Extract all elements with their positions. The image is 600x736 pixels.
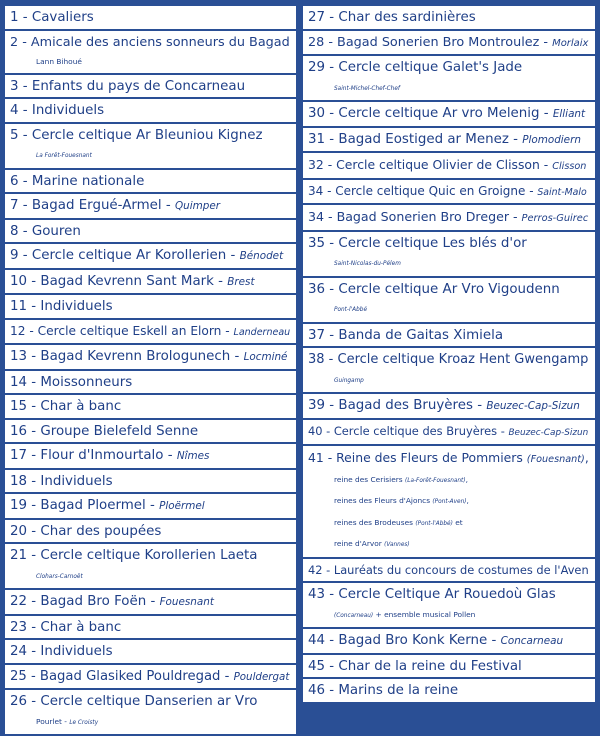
list-item	[5, 124, 296, 168]
entry-text: 12 - Cercle celtique Eskell an Elorn -	[10, 323, 234, 338]
entry-title	[308, 8, 589, 28]
list-item	[303, 559, 595, 582]
entry-location: Guingamp	[334, 377, 364, 384]
entry-continuation	[308, 370, 589, 392]
list-item	[303, 180, 595, 204]
entry-location: (Concarneau)	[334, 612, 374, 619]
entry-continuation	[308, 605, 589, 627]
list-item	[5, 665, 296, 689]
entry-location: Pont-l'Abbé	[334, 307, 367, 313]
entry-text: et	[452, 517, 463, 527]
entry-text: reine d'Arvor	[334, 539, 385, 548]
entry-title	[308, 396, 589, 417]
entry-title	[308, 58, 589, 78]
list-item	[5, 295, 296, 318]
entry-location: La Forêt-Fouesnant	[36, 153, 92, 159]
entry-text: 28 - Bagad Sonerien Bro Montroulez -	[308, 34, 553, 50]
entry-location: Locminé	[243, 351, 288, 363]
list-item	[5, 170, 296, 193]
entry-title	[308, 104, 589, 125]
entry-text: 20 - Char des poupées	[10, 523, 162, 539]
entry-text: reine des Cerisiers	[334, 474, 405, 484]
entry-location: (Fouesnant)	[526, 454, 585, 465]
list-item	[5, 6, 296, 29]
list-item	[303, 56, 595, 100]
entry-title	[10, 522, 290, 542]
entry-text: 39 - Bagad des Bruyères -	[308, 398, 487, 413]
entry-title	[308, 448, 589, 470]
entry-location: Beuzec-Cap-Sizun	[486, 400, 580, 412]
entry-title	[308, 155, 589, 177]
entry-title	[308, 130, 589, 151]
entry-text: 41 - Reine des Fleurs de Pommiers	[308, 450, 527, 465]
entry-title	[308, 422, 589, 444]
list-item	[303, 324, 595, 347]
entry-continuation	[308, 491, 589, 513]
entry-text: 27 - Char des sardinières	[308, 10, 476, 25]
list-item	[303, 679, 595, 702]
entry-title	[308, 207, 589, 229]
entry-title	[308, 631, 589, 652]
entry-continuation	[308, 534, 589, 556]
entry-title	[10, 322, 290, 343]
entry-title	[308, 326, 589, 346]
entry-title	[10, 422, 290, 442]
list-item	[303, 31, 595, 55]
entry-text: 21 - Cercle celtique Korollerien Laeta	[10, 548, 258, 563]
entry-title	[308, 280, 589, 300]
entry-text: 5 - Cercle celtique Ar Bleuniou Kignez	[10, 127, 263, 143]
entry-text: 44 - Bagad Bro Konk Kerne -	[308, 633, 501, 648]
entry-title	[10, 546, 290, 566]
entry-title	[10, 172, 290, 192]
entry-title	[308, 561, 589, 581]
entry-text: ,	[466, 496, 469, 505]
entry-text: 4 - Individuels	[10, 103, 105, 118]
entry-location: Ploërmel	[159, 500, 205, 512]
entry-location: Perros-Guirec	[521, 213, 589, 224]
entry-text: 13 - Bagad Kevrenn Brologunech -	[10, 349, 244, 364]
list-item	[5, 640, 296, 663]
entry-location: Concarneau	[500, 635, 564, 647]
entry-location: Nîmes	[176, 450, 210, 462]
entry-location: Saint-Malo	[537, 186, 587, 198]
entry-title	[10, 297, 290, 317]
list-item	[303, 446, 595, 557]
entry-title	[10, 592, 290, 613]
list-item	[303, 583, 595, 627]
entry-text: 32 - Cercle celtique Olivier de Clisson -	[308, 157, 553, 172]
entry-location: Saint-Nicolas-du-Pélem	[334, 261, 401, 267]
list-item	[5, 444, 296, 468]
entry-location: Pouldergat	[233, 670, 290, 683]
entry-continuation	[308, 470, 589, 492]
entry-location: Landerneau	[233, 326, 291, 338]
entry-text: 22 - Bagad Bro Foën -	[10, 594, 160, 609]
entry-text: 36 - Cercle celtique Ar Vro Vigoudenn	[308, 281, 560, 297]
entry-location: Fouesnant	[159, 596, 214, 608]
entry-title	[10, 472, 290, 492]
entry-title	[10, 397, 290, 417]
entry-title	[10, 77, 290, 97]
entry-continuation	[308, 253, 589, 275]
list-item	[303, 153, 595, 178]
list-item	[5, 220, 296, 243]
entry-location: (Pont-Aven)	[432, 499, 467, 505]
entry-text: 30 - Cercle celtique Ar vro Melenig -	[308, 106, 553, 121]
entry-text: 29 - Cercle celtique Galet's Jade	[308, 60, 523, 75]
entry-location: Quimper	[175, 200, 221, 212]
entry-location: (Pont-l'Abbé)	[415, 520, 453, 527]
entry-title	[10, 196, 290, 217]
entry-title	[10, 33, 290, 53]
entry-title	[308, 585, 589, 605]
entry-text: 2 - Amicale des anciens sonneurs du Bagad	[10, 34, 290, 50]
entry-text: 42 - Lauréats du concours de costumes de l'Aven	[308, 562, 589, 577]
entry-text: 16 - Groupe Bielefeld Senne	[10, 423, 199, 439]
entry-location: (Vannes)	[384, 542, 410, 548]
entry-text: reines des Brodeuses	[334, 517, 416, 527]
entry-text: 19 - Bagad Ploermel -	[10, 498, 160, 513]
entry-continuation	[10, 145, 290, 167]
list-item	[303, 348, 595, 392]
list-item	[303, 629, 595, 653]
left-column	[5, 6, 296, 736]
entry-title	[308, 350, 589, 370]
entry-continuation	[308, 299, 589, 321]
entry-title	[10, 126, 290, 146]
entry-text: 23 - Char à banc	[10, 619, 122, 635]
list-item	[5, 616, 296, 639]
entry-text: + ensemble musical Pollen	[373, 609, 476, 619]
list-item	[5, 690, 296, 734]
entry-location: (La-Forêt-Fouesnant)	[404, 477, 466, 484]
list-item	[5, 371, 296, 394]
entry-text: 7 - Bagad Ergué-Armel -	[10, 198, 175, 213]
entry-text: Lann Bihoué	[36, 57, 82, 66]
list-item	[5, 345, 296, 369]
entry-text: 26 - Cercle celtique Danserien ar Vro	[10, 694, 258, 709]
entry-location: Saint-Michel-Chef-Chef	[334, 85, 400, 92]
entry-continuation	[10, 52, 290, 72]
entry-title	[308, 182, 589, 203]
entry-text: 38 - Cercle celtique Kroaz Hent Gwengamp	[308, 352, 589, 367]
entry-text: 15 - Char à banc	[10, 399, 122, 414]
entry-text: 3 - Enfants du pays de Concarneau	[10, 78, 246, 94]
entry-text: ,	[584, 450, 589, 465]
entry-location: Elliant	[552, 108, 586, 120]
entry-location: Clisson	[552, 161, 587, 172]
entry-title	[10, 101, 290, 121]
list-item	[303, 278, 595, 322]
entry-title	[10, 347, 290, 368]
entry-text: 35 - Cercle celtique Les blés d'or	[308, 235, 527, 251]
entry-text: 40 - Cercle celtique des Bruyères -	[308, 423, 509, 438]
entry-text: 37 - Banda de Gaitas Ximiela	[308, 327, 504, 343]
list-item	[5, 520, 296, 543]
list-item	[303, 128, 595, 152]
entry-text: 34 - Bagad Sonerien Bro Dreger -	[308, 209, 522, 224]
list-item	[5, 494, 296, 518]
list-item	[5, 244, 296, 268]
entry-title	[308, 33, 589, 54]
entry-continuation	[10, 712, 290, 734]
entry-text: 34 - Cercle celtique Quic en Groigne -	[308, 183, 538, 198]
list-item	[5, 99, 296, 122]
entry-title	[10, 618, 290, 638]
list-item	[303, 420, 595, 445]
entry-title	[308, 657, 589, 677]
entry-title	[10, 496, 290, 517]
list-item	[5, 31, 296, 73]
list-item	[303, 394, 595, 418]
list-item	[5, 395, 296, 418]
entry-title	[308, 234, 589, 254]
entry-title	[10, 222, 290, 242]
entry-text: 14 - Moissonneurs	[10, 374, 133, 390]
entry-title	[10, 692, 290, 712]
entry-text: 18 - Individuels	[10, 473, 113, 489]
entry-text: Pourlet -	[36, 716, 70, 726]
entry-location: Brest	[227, 275, 255, 288]
entry-continuation	[308, 513, 589, 535]
list-item	[303, 655, 595, 678]
entry-text: reines des Fleurs d'Ajoncs	[334, 496, 433, 505]
right-column	[303, 6, 595, 704]
entry-title	[10, 667, 290, 688]
entry-text: 8 - Gouren	[10, 223, 81, 239]
entry-continuation	[308, 78, 589, 100]
entry-text: 11 - Individuels	[10, 299, 113, 314]
entry-location: Beuzec-Cap-Sizun	[508, 427, 589, 438]
entry-text: 31 - Bagad Eostiged ar Menez -	[308, 131, 523, 147]
list-item	[5, 270, 296, 294]
entry-text: 9 - Cercle celtique Ar Korollerien -	[10, 248, 240, 263]
entry-text: 1 - Cavaliers	[10, 10, 94, 25]
list-item	[5, 420, 296, 443]
list-item	[5, 320, 296, 344]
list-item	[303, 102, 595, 126]
list-item	[303, 232, 595, 276]
entry-text: 6 - Marine nationale	[10, 173, 145, 189]
entry-text: 24 - Individuels	[10, 644, 113, 659]
list-item	[5, 194, 296, 218]
list-item	[5, 544, 296, 588]
entry-text: 46 - Marins de la reine	[308, 683, 459, 698]
entry-title	[10, 272, 290, 293]
entry-location: Bénodet	[239, 250, 284, 262]
entry-title	[10, 246, 290, 267]
entry-title	[308, 681, 589, 701]
list-item	[5, 75, 296, 98]
list-item	[303, 6, 595, 29]
list-item	[5, 470, 296, 493]
entry-text: 45 - Char de la reine du Festival	[308, 658, 522, 674]
entry-title	[10, 8, 290, 28]
list-item	[303, 205, 595, 230]
entry-text: 25 - Bagad Glasiked Pouldregad -	[10, 668, 234, 684]
entry-continuation	[10, 566, 290, 588]
list-item	[5, 590, 296, 614]
entry-text: 10 - Bagad Kevrenn Sant Mark -	[10, 273, 228, 289]
entry-text: 17 - Flour d'Inmourtalo -	[10, 448, 177, 463]
entry-text: 43 - Cercle Celtique Ar Rouedoù Glas	[308, 587, 556, 602]
entry-location: Le Croisty	[69, 719, 99, 726]
entry-title	[10, 373, 290, 393]
entry-location: Clohars-Carnoët	[36, 573, 83, 580]
entry-location: Morlaix	[552, 37, 589, 49]
entry-title	[10, 446, 290, 467]
entry-location: Plomodiern	[522, 133, 581, 146]
entry-text: ,	[465, 474, 468, 484]
entry-title	[10, 642, 290, 662]
